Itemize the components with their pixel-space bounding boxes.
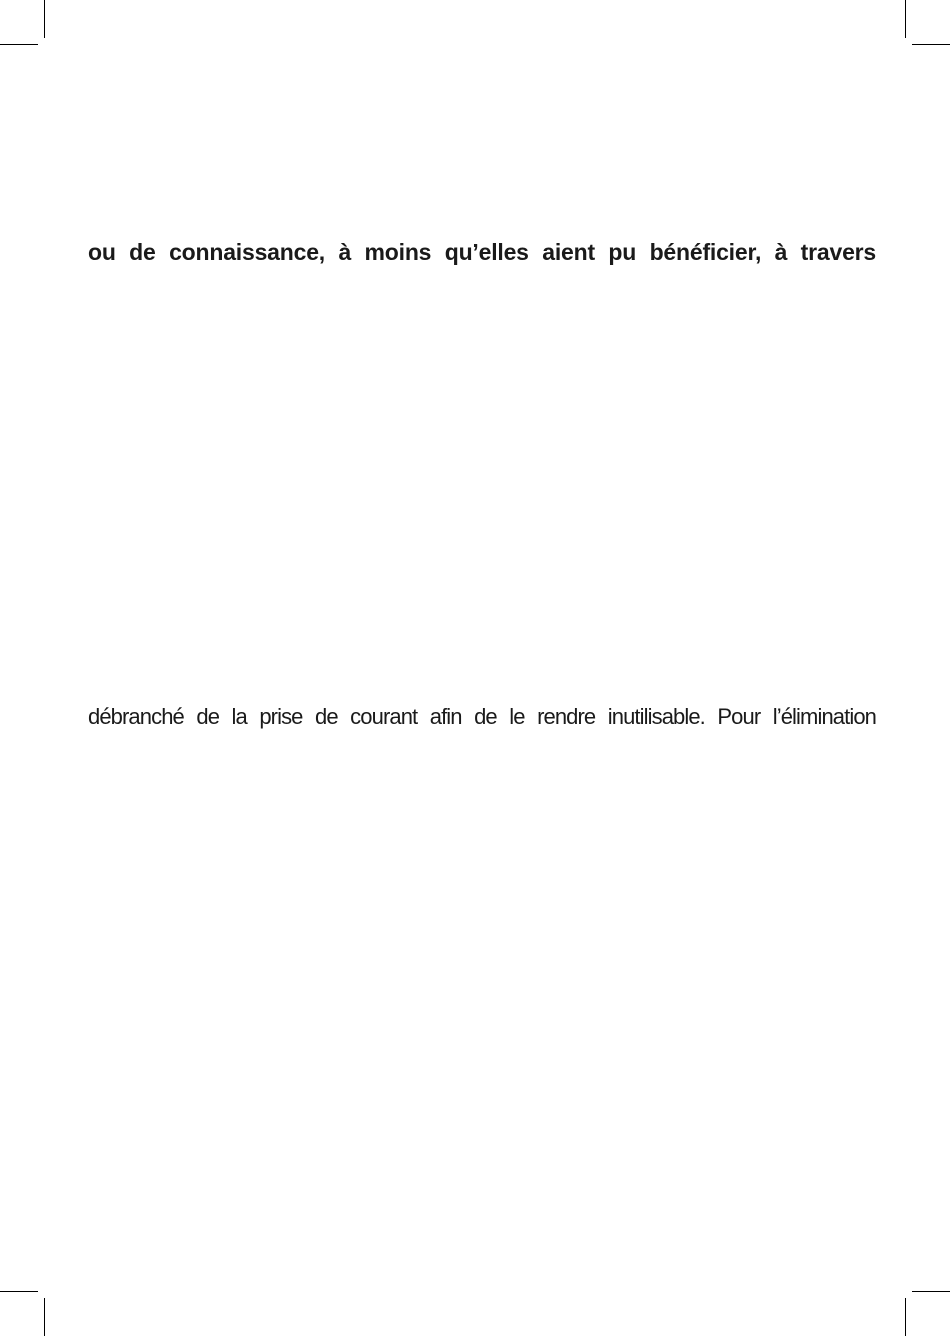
crop-mark-top-right-vertical bbox=[905, 0, 906, 38]
crop-mark-top-left-vertical bbox=[44, 0, 45, 38]
body-text-line: débranché de la prise de courant afin de le rendre inutilisable. Pour l’élimination bbox=[88, 704, 876, 729]
crop-mark-bottom-left-vertical bbox=[44, 1298, 45, 1336]
crop-mark-bottom-right-horizontal bbox=[912, 1291, 950, 1292]
bold-text-line: ou de connaissance, à moins qu’elles aient pu bénéficier, à travers bbox=[88, 239, 876, 265]
crop-mark-top-left-horizontal bbox=[0, 44, 38, 45]
crop-mark-bottom-right-vertical bbox=[905, 1298, 906, 1336]
crop-mark-bottom-left-horizontal bbox=[0, 1291, 38, 1292]
crop-mark-top-right-horizontal bbox=[912, 44, 950, 45]
